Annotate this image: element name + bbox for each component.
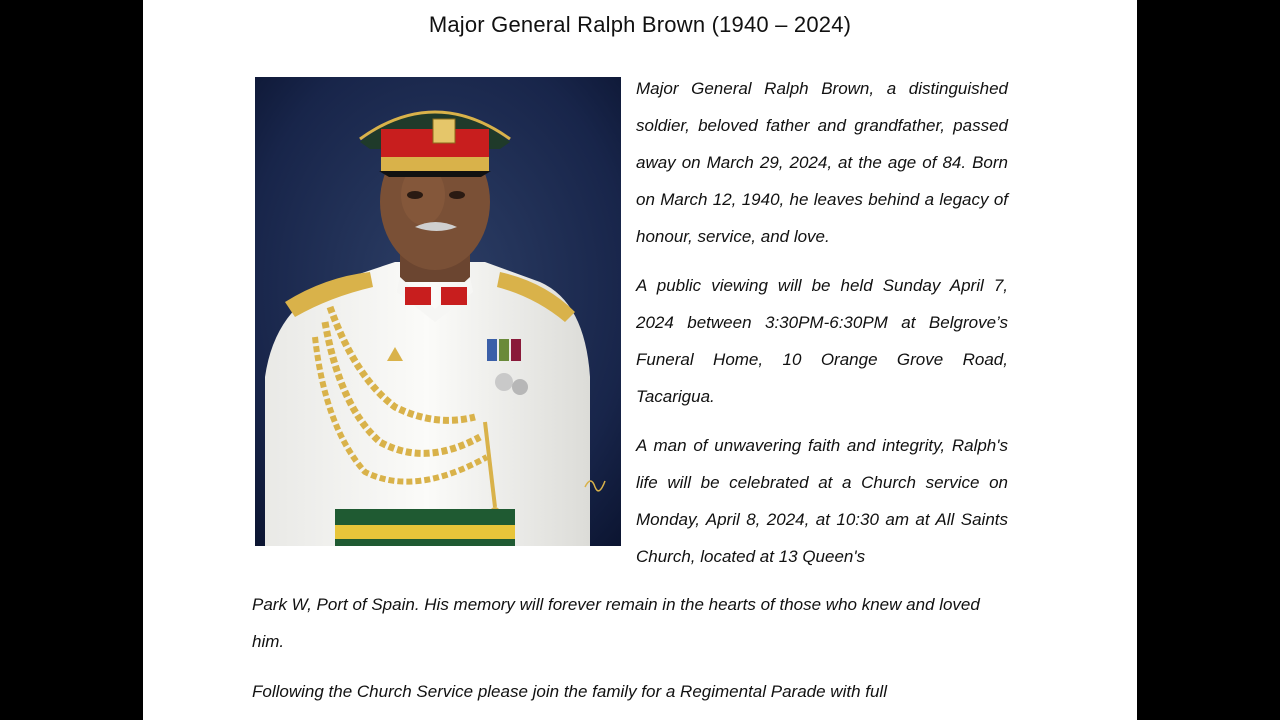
paragraph-service-part1: A man of unwavering faith and integrity, Ralph's life will be celebrated at a Church service on Monday, April 8, 2024, at 10:30 am at All Saints Church, located at 13 Queen's (636, 436, 1008, 566)
page-title: Major General Ralph Brown (1940 – 2024) (428, 12, 852, 37)
document-page (143, 0, 1137, 720)
paragraph-viewing: A public viewing will be held Sunday April 7, 2024 between 3:30PM-6:30PM at Belgrove’s Funeral Home, 10 Orange Grove Road, Tacarigua. (636, 276, 1008, 406)
paragraph-service-part2: Park W, Port of Spain. His memory will forever remain in the hearts of those who knew and loved him. (252, 595, 980, 651)
paragraph-parade: Following the Church Service please join the family for a Regimental Parade with full (252, 682, 887, 701)
paragraph-intro: Major General Ralph Brown, a distinguished soldier, beloved father and grandfather, passed away on March 29, 2024, at the age of 84. Born on March 12, 1940, he leaves behind a legacy of honour, service, and love. (636, 79, 1008, 246)
portrait-photo (255, 77, 621, 546)
